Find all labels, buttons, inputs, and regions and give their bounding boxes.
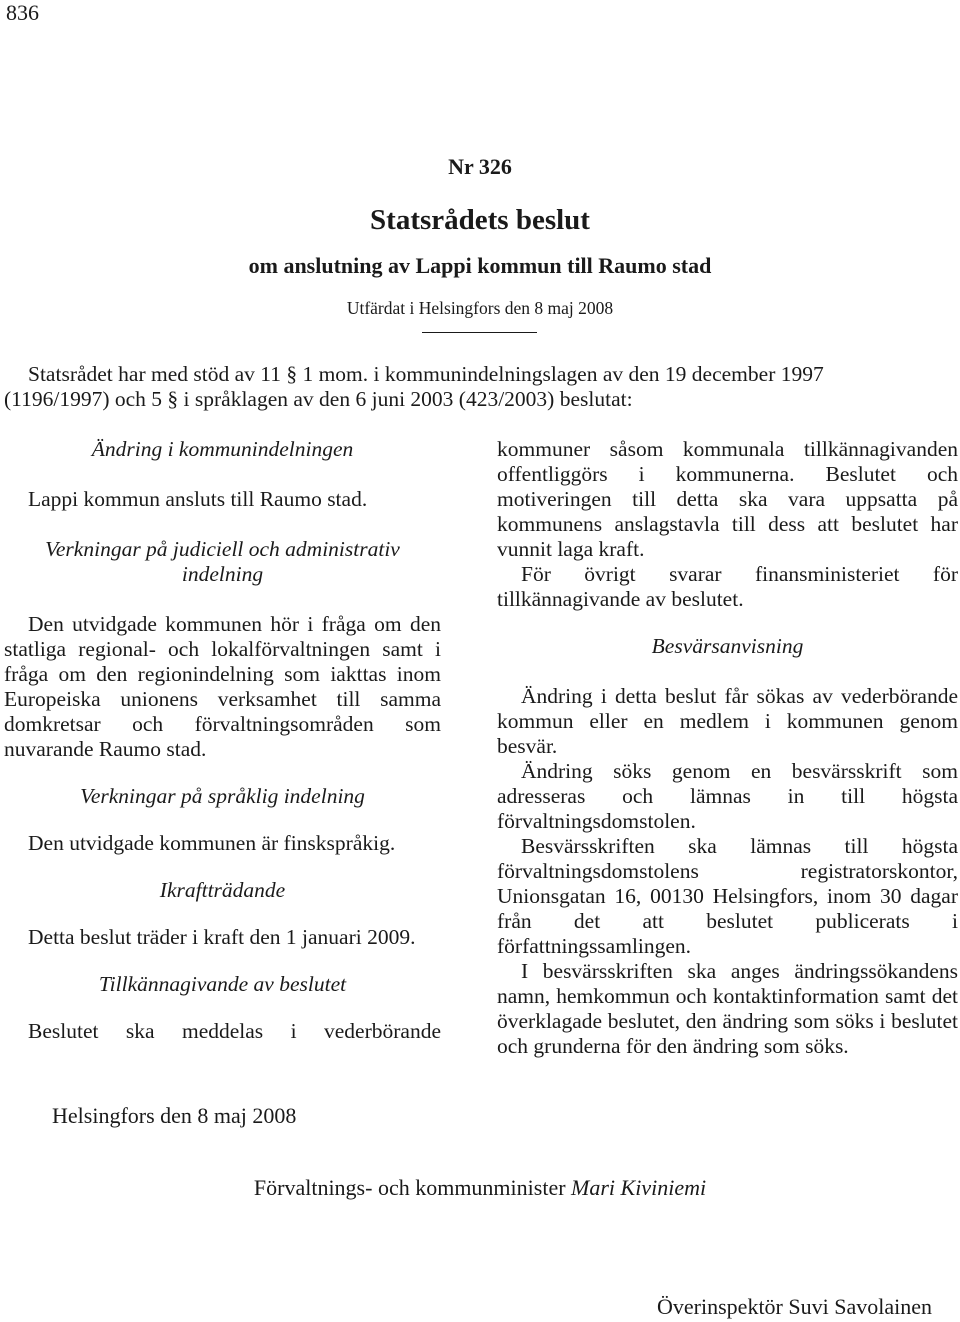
minister-signature <box>0 1174 960 1202</box>
paragraph: kommuner såsom kommunala tillkännagivanden offentliggörs i kommunerna. Beslutet och motiveringen till detta ska vara uppsatta på kommunens anslagstavla till dess att beslutet har vunnit laga kraft. <box>497 437 958 561</box>
section-heading: Tillkännagivande av beslutet <box>98 972 347 996</box>
left-column <box>4 437 441 1044</box>
paragraph: Lappi kommun ansluts till Raumo stad. <box>28 487 368 511</box>
document-number: Nr 326 <box>448 154 512 179</box>
document-subtitle: om anslutning av Lappi kommun till Raumo stad <box>248 253 712 278</box>
preamble-line-2: (1196/1997) och 5 § i språklagen av den 6 juni 2003 (423/2003) beslutat: <box>4 387 633 411</box>
official-signature: Överinspektör Suvi Savolainen <box>657 1294 932 1319</box>
place-date: Helsingfors den 8 maj 2008 <box>52 1103 297 1128</box>
minister-title: Förvaltnings- och kommunminister <box>253 1175 566 1200</box>
paragraph: Besvärsskriften ska lämnas till högsta förvaltningsdomstolens registratorskontor, Unionsgatan 16, 00130 Helsingfors, inom 30 dagar från det att beslutet publicerats i författningssamlingen. <box>497 834 958 958</box>
minister-name: Mari Kiviniemi <box>571 1175 707 1200</box>
section-heading: Verkningar på judiciell och administrativ indelning <box>45 537 400 586</box>
paragraph: För övrigt svarar finansministeriet för tillkännagivande av beslutet. <box>497 562 958 611</box>
paragraph: Ändring i detta beslut får sökas av vederbörande kommun eller en medlem i kommunen genom besvär. <box>497 684 958 758</box>
section-heading: Ändring i kommunindelningen <box>91 437 354 461</box>
section-heading: Besvärsanvisning <box>651 634 804 658</box>
preamble <box>4 362 954 412</box>
paragraph: Beslutet ska meddelas i vederbörande <box>28 1019 441 1043</box>
section-heading: Verkningar på språklig indelning <box>80 784 365 808</box>
paragraph: Den utvidgade kommunen hör i fråga om den statliga regional- och lokalförvaltningen samt i fråga om den regionindelning som iakttas inom Europeiska unionens verksamhet till samma domkretsar och förvaltningsområden som nuvarande Raumo stad. <box>4 612 441 761</box>
paragraph: Den utvidgade kommunen är finskspråkig. <box>28 831 396 855</box>
issued-line: Utfärdat i Helsingfors den 8 maj 2008 <box>346 298 614 318</box>
divider-rule <box>422 332 537 333</box>
paragraph: Ändring söks genom en besvärsskrift som adresseras och lämnas in till högsta förvaltningsdomstolen. <box>497 759 958 833</box>
preamble-line-1: Statsrådet har med stöd av 11 § 1 mom. i kommunindelningslagen av den 19 december 1997 <box>28 362 824 386</box>
paragraph: I besvärsskriften ska anges ändringssökandens namn, hemkommun och kontaktinformation samt det överklagade beslutet, den ändring som söks i beslutet och grunderna för den ändring som söks. <box>497 959 958 1058</box>
right-column <box>497 437 958 1059</box>
page-number: 836 <box>6 0 39 25</box>
paragraph: Detta beslut träder i kraft den 1 januari 2009. <box>28 925 416 949</box>
section-heading: Ikraftträdande <box>159 878 286 902</box>
document-title: Statsrådets beslut <box>370 204 590 236</box>
